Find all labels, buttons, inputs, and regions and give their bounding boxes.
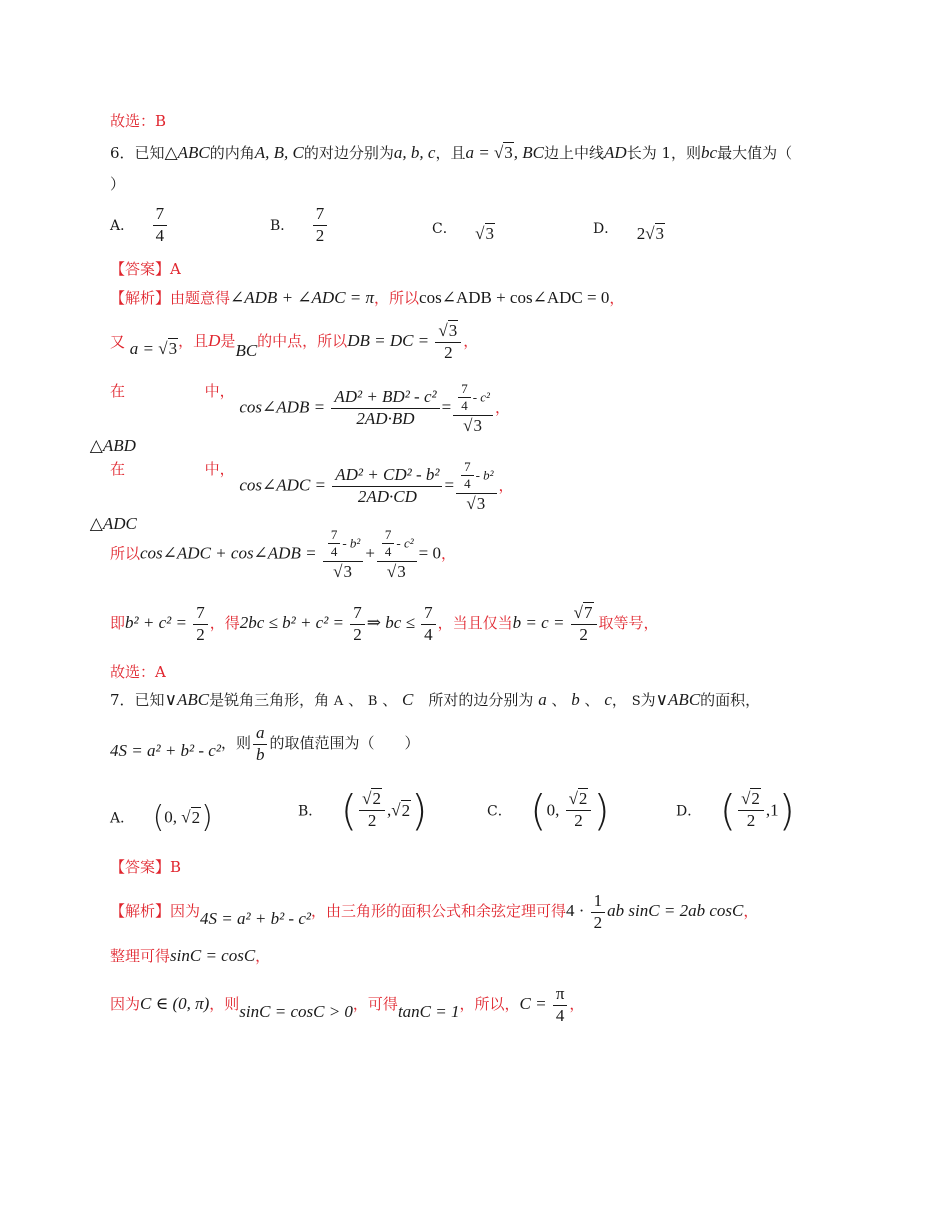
q7-option-d: D． ( $\frac{√2}{2}$ ,1) xyxy=(676,786,796,835)
q6-stem-line2: ） xyxy=(110,175,126,193)
analysis-label: 【解析】 xyxy=(110,289,171,307)
q6-text: ，且 xyxy=(435,144,466,162)
q6-analysis-line4: 在 △ADC 中， cos∠ADC = $\frac{\text{AD² + CD² - b²}}{2AD\cdot CD}$ = $\frac{7}{4}$ - b² √3 ， xyxy=(89,459,514,533)
q6-option-a: A． $\frac{7}{4}$ xyxy=(110,205,169,245)
q7-option-c: C． (0, $\frac{√2}{2}$ ) xyxy=(487,786,610,835)
q7-answer: 【答案】B xyxy=(110,858,182,876)
q6-stem-line1 xyxy=(110,143,792,163)
q6-option-b: B． $\frac{7}{2}$ xyxy=(270,205,329,245)
q6-analysis-line1: 【解析】由题意得∠ADB + ∠ADC = π，所以cos∠ADB + cos∠ADC = 0， xyxy=(110,288,625,307)
q6-text: 的内角 xyxy=(209,144,255,162)
q7-option-a: A． (0, √2) xyxy=(110,800,213,835)
q6-ad: AD xyxy=(604,143,627,162)
q6-text: 长为 1，则 xyxy=(626,144,702,162)
q6-analysis-line2: 又 a = √3，且D是BC的中点，所以DB = DC = $\frac{√3}{2}$ ， xyxy=(110,321,479,362)
q6-sides: a, b, c xyxy=(393,143,436,162)
q6-a-eq: a = xyxy=(465,143,494,162)
q6-sqrt3: √3 xyxy=(493,143,513,162)
q7-analysis-line2: 整理可得sinC = cosC， xyxy=(110,946,271,965)
q6-answer: 【答案】A xyxy=(110,260,181,278)
q6-option-c: C． √3 xyxy=(432,221,495,243)
q7-stem-line1: 7．已知∨ABC是锐角三角形，角 A 、 B 、 C 所对的边分别为 a 、 b 、 c， S为∨ABC的面积， xyxy=(110,690,761,709)
q6-text: 最大值为（ xyxy=(717,144,793,162)
q6-number: 6． xyxy=(110,144,135,162)
q7-analysis-line1: 【解析】因为4S = a² + b² - c²，由三角形的面积公式和余弦定理可得4 · $\frac{1}{2}$ ab sinC = 2ab cosC， xyxy=(110,891,759,932)
q6-text: 的对边分别为 xyxy=(303,144,394,162)
q6-text: 边上中线 xyxy=(544,144,605,162)
q6-angles: A, B, C xyxy=(254,143,304,162)
previous-answer: 故选：B xyxy=(110,112,167,130)
q6-analysis-line3: 在 △ABD 中， cos∠ADB = $\frac{\text{AD² + BD² - c²}}{2AD\cdot BD}$ = $\frac{7}{4}$ - c² √3 ， xyxy=(89,381,510,455)
q7-analysis-line3: 因为C ∈ (0, π)，则sinC = cosC > 0，可得tanC = 1，所以，C = $\frac{\pi}{4}$ ， xyxy=(110,984,585,1025)
q7-option-b: B． ( $\frac{√2}{2}$ ,√2) xyxy=(298,786,428,835)
q6-text: 已知 xyxy=(134,144,165,162)
q6-bc: , BC xyxy=(513,143,545,162)
analysis-label: 【解析】 xyxy=(110,902,171,921)
q6-bc-product: bc xyxy=(701,143,718,162)
q6-analysis-line6: 即b² + c² = $\frac{7}{2}$ ，得2bc ≤ b² + c² = $\frac{7}{2}$ ⇒ bc ≤ $\frac{7}{4}$ ，当且仅当b = c = $\frac{√7}{2}$ 取等号， xyxy=(110,603,659,644)
q6-option-d: D． 2√3 xyxy=(593,221,665,243)
q6-triangle: △ABC xyxy=(164,143,210,162)
q7-stem-line2: 4S = a² + b² - c²，则 $\frac{a}{b}$ 的取值范围为（ ） xyxy=(110,723,420,764)
q6-analysis-line5: 所以cos∠ADC + cos∠ADB = $\frac{7}{4}$ - b² √3 + $\frac{7}{4}$ - c² √3 = 0， xyxy=(110,527,457,581)
q6-final-answer: 故选：A xyxy=(110,663,166,681)
q7-number: 7． xyxy=(110,691,135,709)
